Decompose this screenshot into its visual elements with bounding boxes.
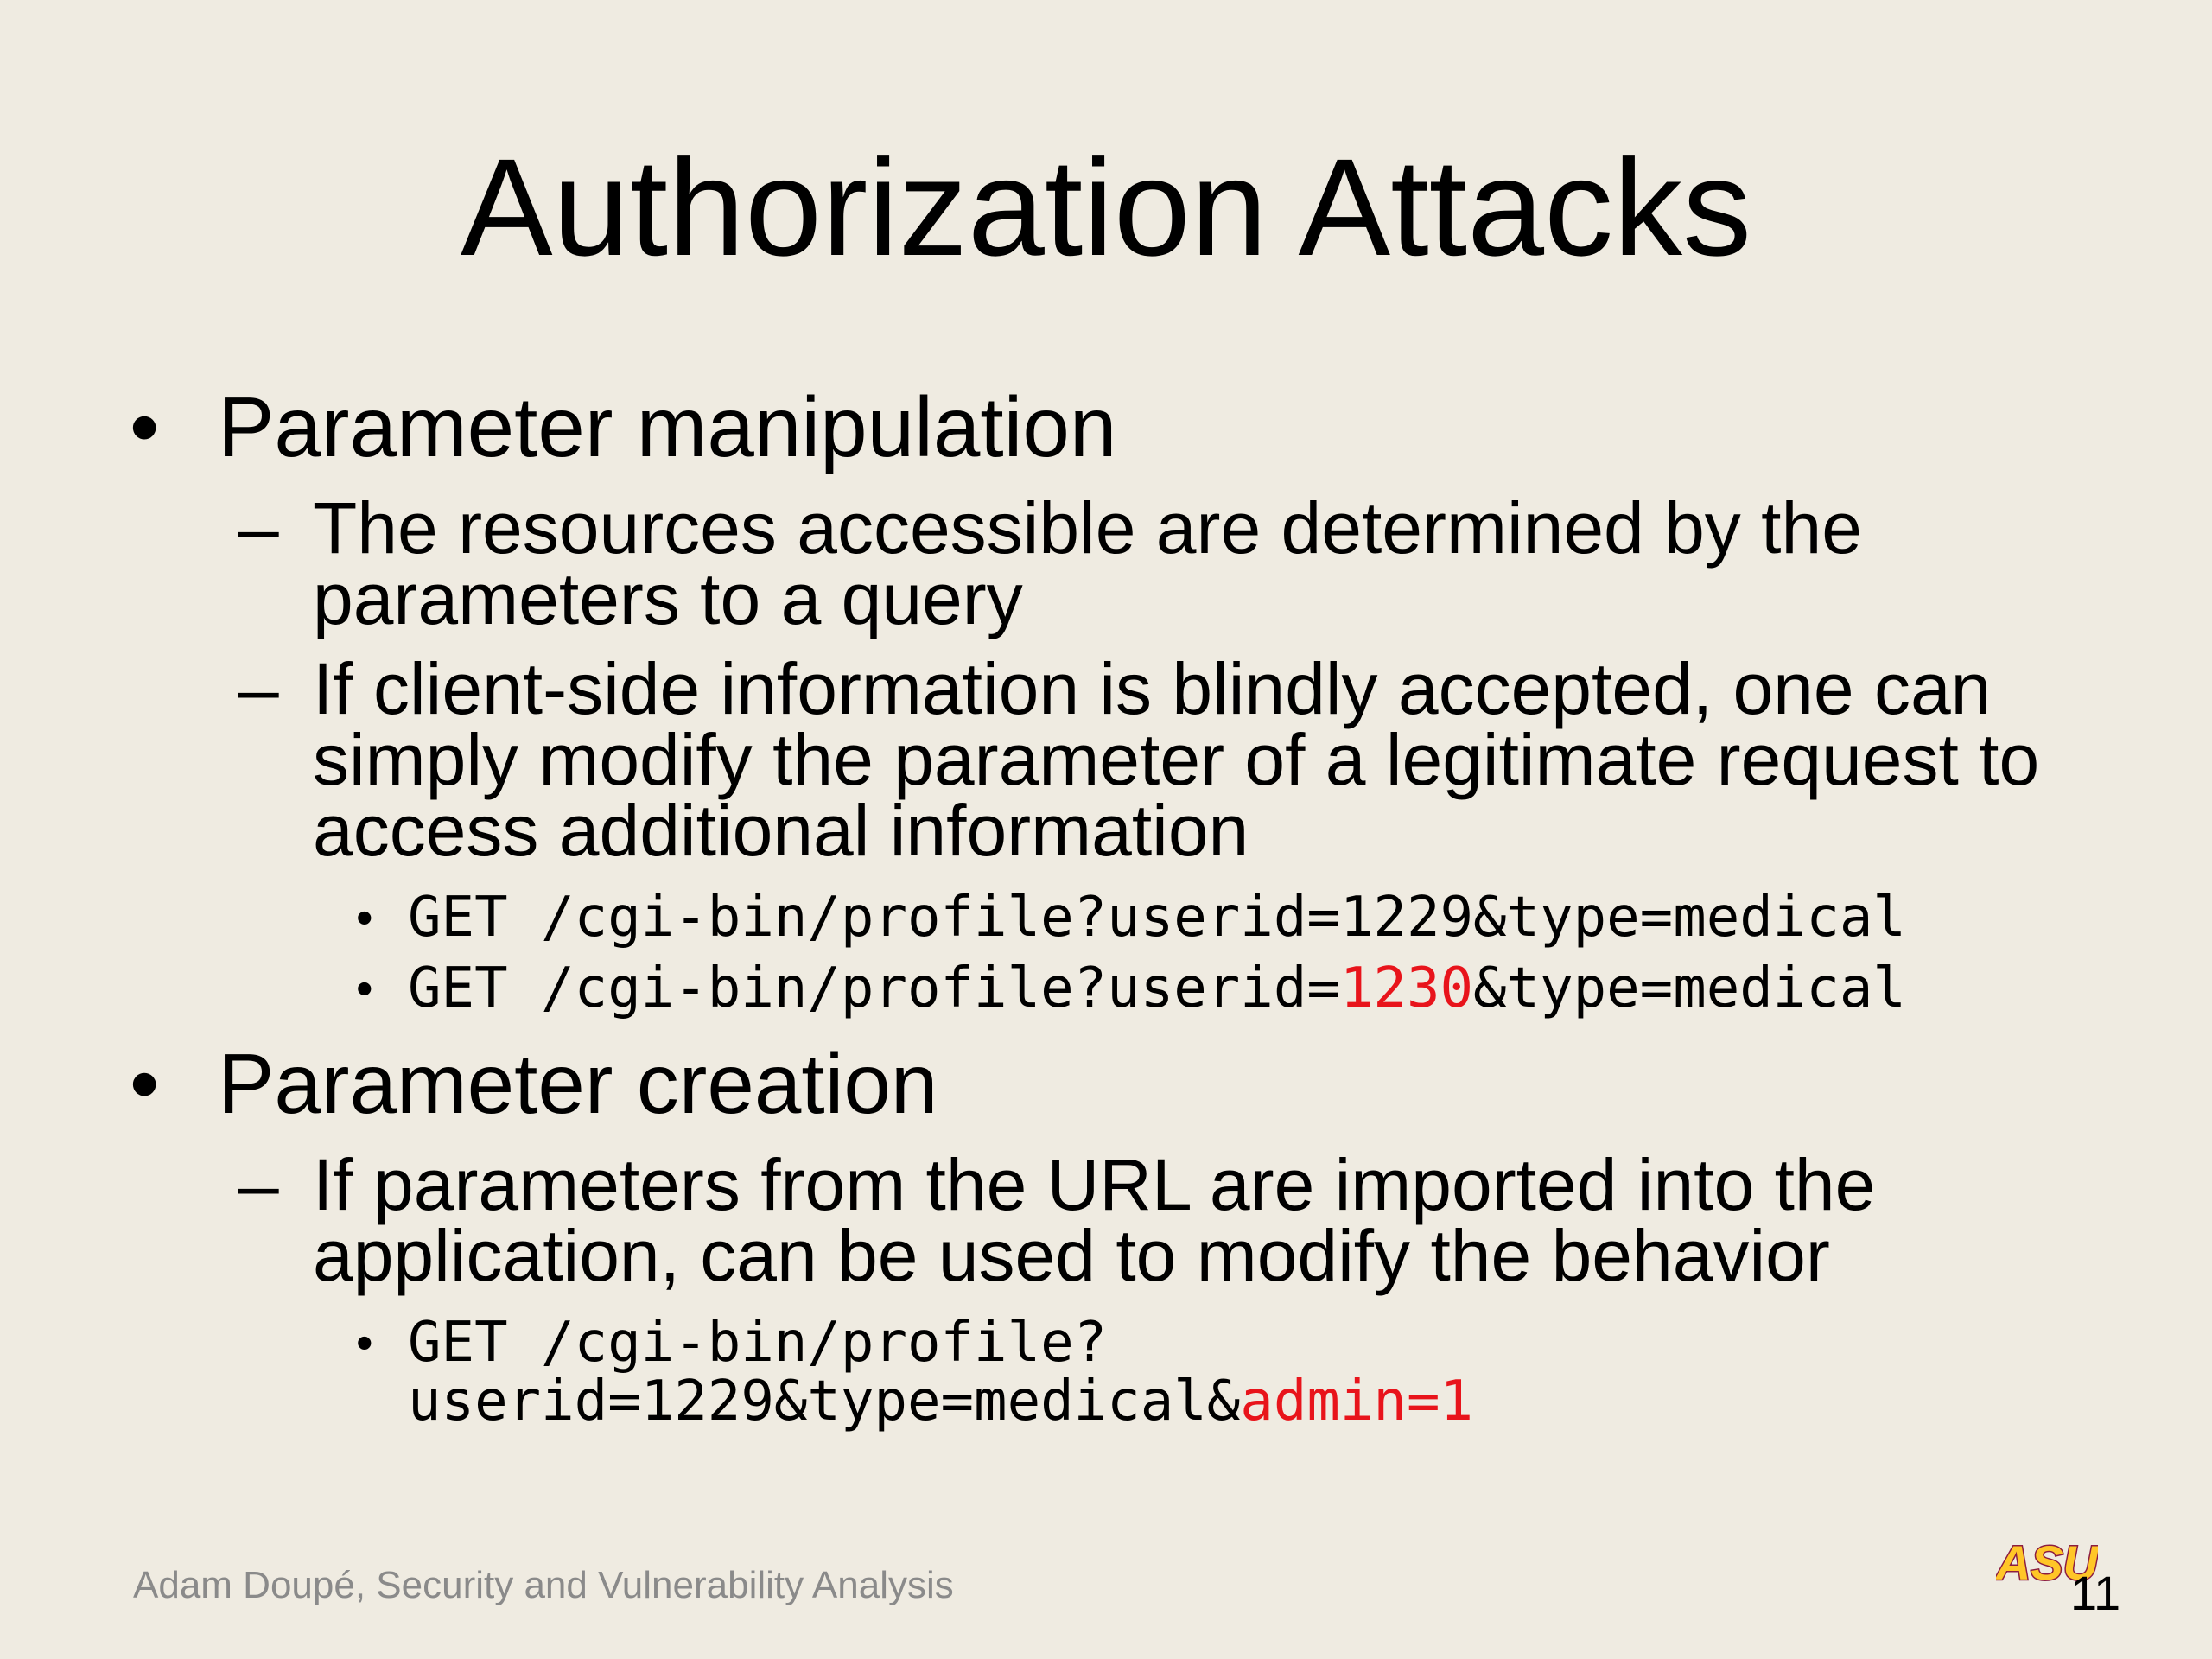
bullet-parameter-manipulation [130, 380, 2117, 474]
footer-credit: Adam Doupé, Security and Vulnerability Analysis [133, 1564, 954, 1606]
bullet-parameter-creation [130, 1037, 2117, 1130]
bullet-text: Parameter creation [218, 1036, 938, 1131]
sub-bullet-url-parameters [130, 1144, 2117, 1296]
bullet-marker: • [130, 379, 160, 474]
slide-content [130, 380, 2117, 1431]
code-highlight: 1230 [1339, 957, 1473, 1020]
logo-text: ASU [1996, 1536, 2098, 1588]
bullet-marker: • [130, 1036, 160, 1131]
sub-bullet-text: If client-side information is blindly accepted, one can simply modify the parameter of a legitimate request to access additional information [313, 648, 2040, 871]
sub-bullet-resources [130, 487, 2117, 639]
code-example [130, 886, 2050, 950]
dot-marker: • [356, 1315, 373, 1370]
code-example [130, 959, 2050, 1018]
page-number: 11 [2070, 1566, 2121, 1620]
dash-marker: – [238, 648, 279, 729]
code-text-after: &type=medical [1473, 957, 1906, 1020]
sub-bullet-text: If parameters from the URL are imported into the application, can be used to modify the behavior [313, 1144, 1876, 1296]
dash-marker: – [238, 1144, 279, 1225]
slide-title: Authorization Attacks [460, 130, 1752, 284]
code-text: GET /cgi-bin/profile?userid=1229&type=medical& [408, 1311, 1241, 1433]
code-example [130, 1313, 2093, 1431]
dot-marker: • [356, 961, 373, 1015]
dot-marker: • [356, 890, 373, 944]
sub-bullet-client-side [130, 648, 2117, 871]
code-text: GET /cgi-bin/profile?userid= [408, 957, 1340, 1020]
sub-bullet-text: The resources accessible are determined by the parameters to a query [313, 487, 1862, 639]
bullet-text: Parameter manipulation [218, 379, 1117, 474]
code-highlight: admin=1 [1240, 1370, 1473, 1433]
dash-marker: – [238, 487, 279, 569]
code-text: GET /cgi-bin/profile?userid=1229&type=medical [408, 886, 1906, 950]
